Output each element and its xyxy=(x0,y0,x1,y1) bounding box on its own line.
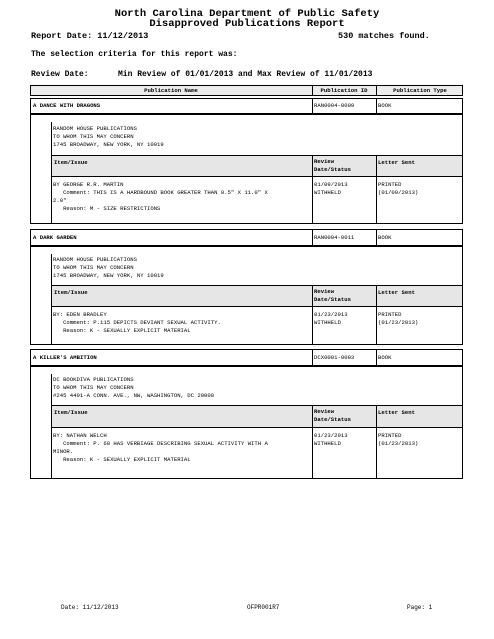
review-status: 01/23/2013 WITHHELD xyxy=(314,311,348,326)
publication-detail xyxy=(30,246,463,345)
publication-detail xyxy=(30,114,463,224)
review-date-label: Review Date: xyxy=(31,70,89,79)
criteria-heading: The selection criteria for this report was: xyxy=(31,50,238,59)
item-issue-label: Item/Issue xyxy=(54,409,88,416)
review-status: 01/23/2013 WITHHELD xyxy=(314,432,348,447)
letter-sent: PRINTED (01/23/2013) xyxy=(378,432,419,447)
item-subheader xyxy=(52,405,462,428)
review-date-value: Min Review of 01/01/2013 and Max Review of 11/01/2013 xyxy=(118,70,373,79)
footer-page-number: Page: 1 xyxy=(407,604,433,611)
publication-id: RAN0004-0011 xyxy=(314,234,355,241)
col-publication-type: Publication Type xyxy=(393,87,447,94)
publication-type: BOOK xyxy=(378,102,392,109)
letter-sent-label: Letter Sent xyxy=(378,289,415,296)
publisher-address: DC BOOKDIVA PUBLICATIONS TO WHOM THIS MAY CONCERN #245 4401-A CONN. AVE., NW, WASHINGTON, DC 20008 xyxy=(53,376,215,399)
item-details: BY: NATHAN WELCH Comment: P. 68 HAS VERBIAGE DESCRIBING SEXUAL ACTIVITY WITH A MINOR. Reason: K - SEXUALLY EXPLICIT MATERIAL xyxy=(53,432,268,463)
publication-name: A DARK GARDEN xyxy=(33,234,77,241)
item-details: BY GEORGE R.R. MARTIN Comment: THIS IS A HARDBOUND BOOK GREATER THAN 8.5" X 11.0" X 2.0" Reason: M - SIZE RESTRICTIONS xyxy=(53,181,268,212)
publication-id: DCX0001-0003 xyxy=(314,354,355,361)
report-title: Disapproved Publications Report xyxy=(149,18,345,30)
letter-sent-label: Letter Sent xyxy=(378,159,415,166)
review-label: Review Date/Status xyxy=(314,158,351,173)
item-details: BY: EDEN BRADLEY Comment: P.115 DEPICTS DEVIANT SEXUAL ACTIVITY. Reason: K - SEXUALLY EXPLICIT MATERIAL xyxy=(53,311,221,334)
table-header xyxy=(30,85,463,96)
publication-row xyxy=(30,98,463,114)
footer-date: Date: 11/12/2013 xyxy=(61,604,119,611)
publication-name: A DANCE WITH DRAGONS xyxy=(33,102,101,109)
publisher-address: RANDOM HOUSE PUBLICATIONS TO WHOM THIS MAY CONCERN 1745 BROADWAY, NEW YORK, NY 10019 xyxy=(53,256,164,279)
letter-sent-label: Letter Sent xyxy=(378,409,415,416)
footer-report-code: OFPR001R7 xyxy=(247,604,280,611)
col-publication-id: Publication ID xyxy=(320,87,368,94)
publication-type: BOOK xyxy=(378,354,392,361)
review-label: Review Date/Status xyxy=(314,408,351,423)
item-subheader xyxy=(52,285,462,307)
publication-name: A KILLER'S AMBITION xyxy=(33,354,97,361)
publisher-address: RANDOM HOUSE PUBLICATIONS TO WHOM THIS MAY CONCERN 1745 BROADWAY, NEW YORK, NY 10019 xyxy=(53,125,164,148)
col-publication-name: Publication Name xyxy=(144,87,198,94)
letter-sent: PRINTED (01/23/2013) xyxy=(378,311,419,326)
review-label: Review Date/Status xyxy=(314,288,351,303)
letter-sent: PRINTED (01/09/2013) xyxy=(378,181,419,196)
matches-count: 530 matches found. xyxy=(338,31,430,41)
publication-detail xyxy=(30,366,463,479)
item-issue-label: Item/Issue xyxy=(54,289,88,296)
item-subheader xyxy=(52,155,462,177)
publication-row xyxy=(30,229,463,246)
report-date: Report Date: 11/12/2013 xyxy=(31,31,149,41)
publication-id: RAN0004-0009 xyxy=(314,102,355,109)
review-status: 01/09/2013 WITHHELD xyxy=(314,181,348,196)
item-issue-label: Item/Issue xyxy=(54,159,88,166)
organization-title: North Carolina Department of Public Safety xyxy=(114,8,380,20)
publication-row xyxy=(30,349,463,366)
publication-type: BOOK xyxy=(378,234,392,241)
